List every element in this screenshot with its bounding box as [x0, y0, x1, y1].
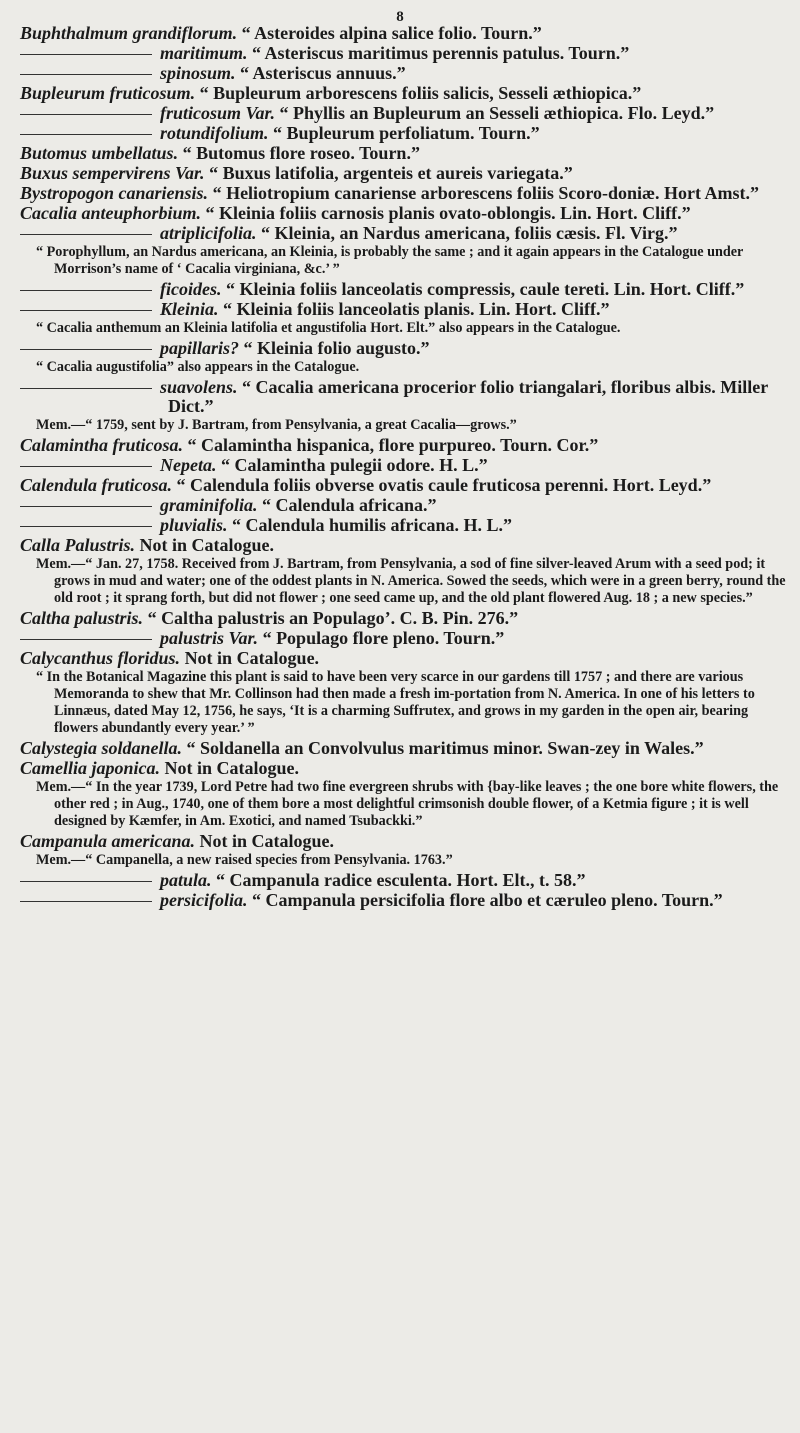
- plant-entry: [20, 44, 790, 63]
- species-name: anteuphorbium.: [81, 203, 202, 223]
- plant-entry: [20, 104, 790, 123]
- plant-list: [20, 24, 790, 911]
- plant-entry: [20, 300, 790, 319]
- genus-name: Bystropogon: [20, 183, 115, 203]
- plant-entry: [20, 496, 790, 515]
- memo-note: [28, 669, 790, 737]
- entry-description: “ Asteroides alpina salice folio. Tourn.”: [241, 23, 542, 43]
- entry-description: “ Butomus flore roseo. Tourn.”: [182, 143, 420, 163]
- entry-description: “ Calendula humilis africana. H. L.”: [232, 515, 513, 535]
- species-name: palustris Var.: [160, 628, 259, 648]
- genus-name: Cacalia: [20, 203, 77, 223]
- genus-name: Buxus: [20, 163, 69, 183]
- species-name: Palustris.: [64, 535, 136, 555]
- memo-note: [28, 320, 790, 337]
- memo-note: [28, 359, 790, 376]
- plant-entry: [20, 759, 790, 778]
- memo-note: [28, 244, 790, 278]
- genus-name: Calamintha: [20, 435, 109, 455]
- species-name: spinosum.: [160, 63, 236, 83]
- species-name: japonica.: [91, 758, 161, 778]
- entry-description: “ Asteriscus maritimus perennis patulus. Tourn.”: [252, 43, 630, 63]
- plant-entry: [20, 24, 790, 43]
- page-number: 8: [396, 9, 404, 25]
- genus-name: Caltha: [20, 608, 71, 628]
- genus-name: Camellia: [20, 758, 87, 778]
- entry-description: “ Kleinia foliis lanceolatis planis. Lin. Hort. Cliff.”: [223, 299, 610, 319]
- entry-description: “ Campanula persicifolia flore albo et cæruleo pleno. Tourn.”: [252, 890, 723, 910]
- ditto-rule: [20, 349, 152, 350]
- species-name: fruticosum.: [109, 83, 196, 103]
- species-name: ficoides.: [160, 279, 222, 299]
- plant-entry: [20, 436, 790, 455]
- memo-note: [28, 779, 790, 830]
- species-name: maritimum.: [160, 43, 248, 63]
- note-text: Mem.—“ Jan. 27, 1758. Received from J. Bartram, from Pensylvania, a sod of fine silver-leaved Arum with a seed pod; it grows in mud and water; one of the oddest plants in N. America. Sowed the seeds, which were in a green berry, round the old root ; it sprang forth, but did not flower ; one seed came up, and the old plant flowered Aug. 18 ; a new species.”: [36, 556, 786, 606]
- plant-entry: [20, 64, 790, 83]
- entry-description: “ Calamintha hispanica, flore purpureo. Tourn. Cor.”: [187, 435, 599, 455]
- plant-entry: [20, 832, 790, 851]
- ditto-rule: [20, 901, 152, 902]
- entry-description: “ Cacalia americana procerior folio triangalari, floribus albis. Miller Dict.”: [168, 377, 768, 416]
- plant-entry: [20, 609, 790, 628]
- ditto-rule: [20, 388, 152, 389]
- memo-note: [28, 556, 790, 607]
- plant-entry: [20, 84, 790, 103]
- species-name: suavolens.: [160, 377, 238, 397]
- plant-entry: [20, 224, 790, 243]
- entry-description: “ Phyllis an Bupleurum an Sesseli æthiopica. Flo. Leyd.”: [279, 103, 715, 123]
- entry-description: “ Calendula foliis obverse ovatis caule fruticosa perenni. Hort. Leyd.”: [176, 475, 712, 495]
- entry-description: “ Kleinia foliis lanceolatis compressis, caule tereti. Lin. Hort. Cliff.”: [225, 279, 745, 299]
- entry-description: “ Asteriscus annuus.”: [240, 63, 406, 83]
- genus-name: Buphthalmum: [20, 23, 129, 43]
- genus-name: Calycanthus: [20, 648, 114, 668]
- species-name: grandiflorum.: [132, 23, 238, 43]
- species-name: papillaris?: [160, 338, 240, 358]
- note-text: Mem.—“ Campanella, a new raised species from Pensylvania. 1763.”: [36, 852, 453, 868]
- species-name: atriplicifolia.: [160, 223, 257, 243]
- note-text: “ In the Botanical Magazine this plant is said to have been very scarce in our gardens till 1757 ; and there are various Memoranda to shew that Mr. Collinson had then made a fresh im-portation from N. America. In one of his letters to Linnæus, dated May 12, 1756, he says, ‘It is a charming Suffrutex, and grows in my garden in the open air, bearing flowers abundantly every year.’ ”: [36, 669, 755, 736]
- species-name: soldanella.: [101, 738, 183, 758]
- genus-name: Butomus: [20, 143, 88, 163]
- ditto-rule: [20, 134, 152, 135]
- species-name: persicifolia.: [160, 890, 248, 910]
- entry-description: “ Campanula radice esculenta. Hort. Elt., t. 58.”: [216, 870, 586, 890]
- ditto-rule: [20, 54, 152, 55]
- memo-note: [28, 852, 790, 869]
- entry-description: “ Populago flore pleno. Tourn.”: [262, 628, 505, 648]
- note-text: “ Cacalia augustifolia” also appears in the Catalogue.: [36, 359, 360, 375]
- note-text: “ Cacalia anthemum an Kleinia latifolia et angustifolia Hort. Elt.” also appears in the Catalogue.: [36, 320, 621, 336]
- entry-description: “ Kleinia folio augusto.”: [243, 338, 430, 358]
- note-text: “ Porophyllum, an Nardus americana, an Kleinia, is probably the same ; and it again appears in the Catalogue under Morrison’s name of ‘ Cacalia virginiana, &c.’ ”: [36, 244, 744, 277]
- entry-description: “ Buxus latifolia, argenteis et aureis variegata.”: [209, 163, 573, 183]
- plant-entry: [20, 891, 790, 910]
- plant-entry: [20, 536, 790, 555]
- entry-description: “ Kleinia, an Nardus americana, foliis cæsis. Fl. Virg.”: [261, 223, 678, 243]
- entry-description: Not in Catalogue.: [199, 831, 335, 851]
- plant-entry: [20, 339, 790, 358]
- species-name: americana.: [111, 831, 196, 851]
- ditto-rule: [20, 290, 152, 291]
- species-name: sempervirens Var.: [72, 163, 205, 183]
- species-name: pluvialis.: [160, 515, 228, 535]
- plant-entry: [20, 629, 790, 648]
- note-text: Mem.—“ In the year 1739, Lord Petre had two fine evergreen shrubs with {bay-like leaves ; the one bore white flowers, the other red ; in Aug., 1740, one of them bore a most delightful crimsonish double flower, of a Ketmia figure ; it is well designed by Kæmfer, in Am. Exotici, and named Tsubackki.”: [36, 779, 779, 829]
- ditto-rule: [20, 74, 152, 75]
- entry-description: “ Kleinia foliis carnosis planis ovato-oblongis. Lin. Hort. Cliff.”: [205, 203, 691, 223]
- genus-name: Calla: [20, 535, 61, 555]
- ditto-rule: [20, 881, 152, 882]
- genus-name: Calystegia: [20, 738, 97, 758]
- ditto-rule: [20, 466, 152, 467]
- species-name: canariensis.: [118, 183, 209, 203]
- entry-description: “ Bupleurum arborescens foliis salicis, Sesseli æthiopica.”: [199, 83, 642, 103]
- plant-entry: [20, 871, 790, 890]
- plant-entry: [20, 739, 790, 758]
- species-name: fruticosa.: [112, 435, 184, 455]
- ditto-rule: [20, 310, 152, 311]
- plant-entry: [20, 649, 790, 668]
- ditto-rule: [20, 234, 152, 235]
- species-name: floridus.: [117, 648, 181, 668]
- plant-entry: [20, 184, 790, 203]
- plant-entry: [20, 144, 790, 163]
- ditto-rule: [20, 639, 152, 640]
- entry-description: “ Calamintha pulegii odore. H. L.”: [220, 455, 488, 475]
- plant-entry: [20, 456, 790, 475]
- species-name: graminifolia.: [160, 495, 258, 515]
- ditto-rule: [20, 526, 152, 527]
- entry-description: “ Soldanella an Convolvulus maritimus minor. Swan-zey in Wales.”: [186, 738, 704, 758]
- plant-entry: [20, 164, 790, 183]
- species-name: rotundifolium.: [160, 123, 269, 143]
- memo-note: [28, 417, 790, 434]
- ditto-rule: [20, 114, 152, 115]
- entry-description: Not in Catalogue.: [164, 758, 300, 778]
- entry-description: Not in Catalogue.: [139, 535, 275, 555]
- plant-entry: [20, 204, 790, 223]
- plant-entry: [20, 280, 790, 299]
- ditto-rule: [20, 506, 152, 507]
- species-name: umbellatus.: [91, 143, 179, 163]
- genus-name: Calendula: [20, 475, 98, 495]
- species-name: Kleinia.: [160, 299, 219, 319]
- species-name: fruticosum Var.: [160, 103, 276, 123]
- genus-name: Bupleurum: [20, 83, 106, 103]
- genus-name: Campanula: [20, 831, 108, 851]
- entry-description: “ Caltha palustris an Populago’. C. B. Pin. 276.”: [147, 608, 519, 628]
- entry-description: “ Bupleurum perfoliatum. Tourn.”: [273, 123, 540, 143]
- entry-description: Not in Catalogue.: [184, 648, 320, 668]
- entry-description: “ Heliotropium canariense arborescens foliis Scoro-doniæ. Hort Amst.”: [212, 183, 760, 203]
- plant-entry: [20, 476, 790, 495]
- species-name: patula.: [160, 870, 212, 890]
- plant-entry: [20, 516, 790, 535]
- species-name: Nepeta.: [160, 455, 217, 475]
- note-text: Mem.—“ 1759, sent by J. Bartram, from Pensylvania, a great Cacalia—grows.”: [36, 417, 517, 433]
- entry-description: “ Calendula africana.”: [262, 495, 437, 515]
- species-name: palustris.: [74, 608, 144, 628]
- plant-entry: [20, 124, 790, 143]
- plant-entry: [20, 378, 790, 416]
- species-name: fruticosa.: [101, 475, 173, 495]
